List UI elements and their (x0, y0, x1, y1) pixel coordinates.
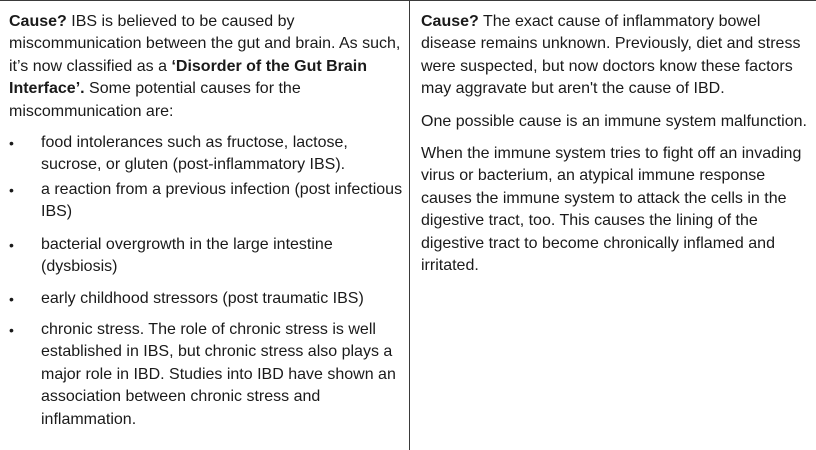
list-item (9, 179, 403, 224)
list-item (9, 288, 403, 310)
ibs-classification: ‘Disorder of the Gut Brain Interface’. (9, 57, 368, 98)
ibd-response-paragraph: When the immune system tries to fight off an invading virus or bacterium, an atypical immune response causes the immune system to attack the cells in the digestive tract, too. This causes the lining of the digestive tract to become chronically inflamed and irritated. (421, 145, 802, 275)
list-item (9, 319, 403, 431)
list-item-text: bacterial overgrowth in the large intestine (dysbiosis) (41, 235, 333, 276)
ibs-cause-cell (0, 1, 409, 431)
list-item-text: early childhood stressors (post traumatic IBS) (41, 290, 364, 308)
ibd-immune-paragraph: One possible cause is an immune system malfunction. (421, 112, 807, 130)
ibd-intro-text: The exact cause of inflammatory bowel disease remains unknown. Previously, diet and stress were suspected, but now doctors know these factors may aggravate but aren't the cause of IBD. (421, 13, 801, 98)
bullet-icon: • (9, 291, 14, 308)
ibd-cause-cell (410, 1, 816, 277)
bullet-icon: • (9, 135, 14, 152)
list-item (9, 234, 403, 279)
ibd-cause-label: Cause? (421, 13, 479, 30)
ibd-intro-paragraph (421, 11, 808, 101)
ibs-intro-paragraph (9, 11, 403, 123)
ibs-causes-list (9, 132, 403, 431)
ibs-intro-tail: Some potential causes for the miscommunication are: (9, 80, 301, 120)
bullet-icon: • (9, 321, 14, 338)
bullet-icon: • (9, 181, 14, 198)
ibs-cause-label: Cause? (9, 13, 67, 30)
list-item-text: a reaction from a previous infection (post infectious IBS) (41, 180, 403, 221)
list-item-text: food intolerances such as fructose, lactose, sucrose, or gluten (post-inflammatory IBS). (41, 134, 348, 174)
list-item-text: chronic stress. The role of chronic stress is well established in IBS, but chronic stress also plays a major role in IBD. Studies into IBD have shown an association between chronic stress and inflammation. (41, 320, 396, 428)
bullet-icon: • (9, 236, 14, 253)
list-item (9, 132, 403, 177)
ibs-intro-text: IBS is believed to be caused by miscommunication between the gut and brain. As such, it’s now classified as a (9, 13, 401, 75)
